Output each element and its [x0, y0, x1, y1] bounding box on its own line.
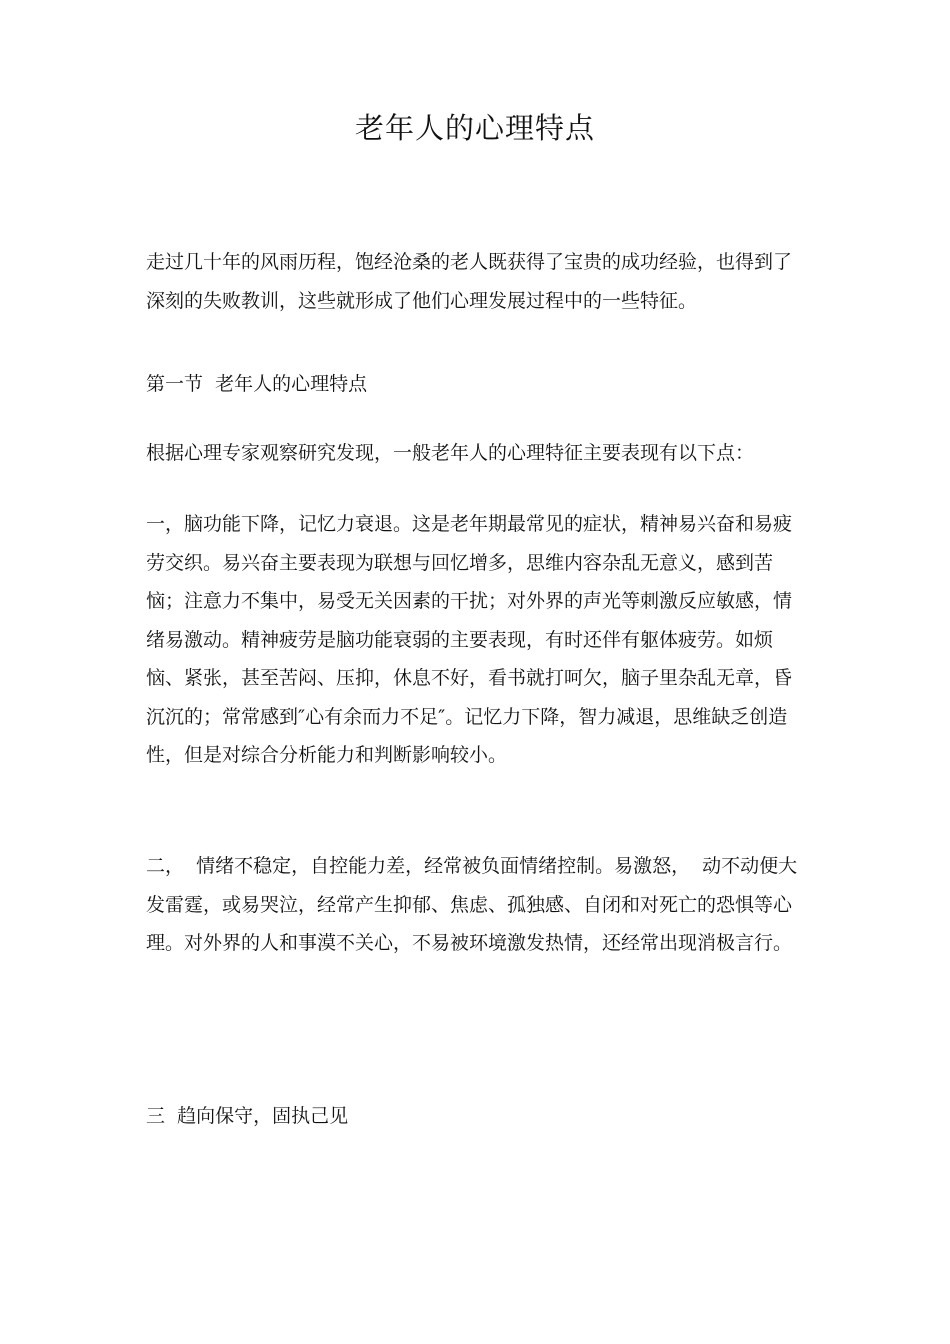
lead-paragraph: 根据心理专家观察研究发现，一般老年人的心理特征主要表现有以下点：: [146, 442, 755, 464]
point-one-paragraph: 一，脑功能下降，记忆力衰退。这是老年期最常见的症状，精神易兴奋和易疲劳交织。易兴奋主要表现为联想与回忆增多，思维内容杂乱无意义，感到苦恼；注意力不集中，易受无关因素的干扰；对外界的声光等刺激反应敏感，情绪易激动。精神疲劳是脑功能衰弱的主要表现，有时还伴有躯体疲劳。如烦恼、紧张，甚至苦闷、压抑，休息不好，看书就打呵欠，脑子里杂乱无章，昏沉沉的；常常感到″心有余而力不足″。记忆力下降，智力减退，思维缺乏创造性，但是对综合分析能力和判断影响较小。: [146, 513, 793, 766]
section-heading: 第一节 老年人的心理特点: [146, 373, 368, 395]
document-title: 老年人的心理特点: [354, 111, 595, 145]
point-two-paragraph: 二， 情绪不稳定，自控能力差，经常被负面情绪控制。易激怒， 动不动便大发雷霆，或易哭泣，经常产生抑郁、焦虑、孤独感、自闭和对死亡的恐惧等心理。对外界的人和事漠不关心，不易被环境激发热情，还经常出现消极言行。: [146, 855, 798, 954]
point-three-heading: 三 趋向保守，固执己见: [146, 1105, 349, 1127]
intro-paragraph: 走过几十年的风雨历程，饱经沧桑的老人既获得了宝贵的成功经验，也得到了深刻的失败教训，这些就形成了他们心理发展过程中的一些特征。: [146, 251, 793, 312]
